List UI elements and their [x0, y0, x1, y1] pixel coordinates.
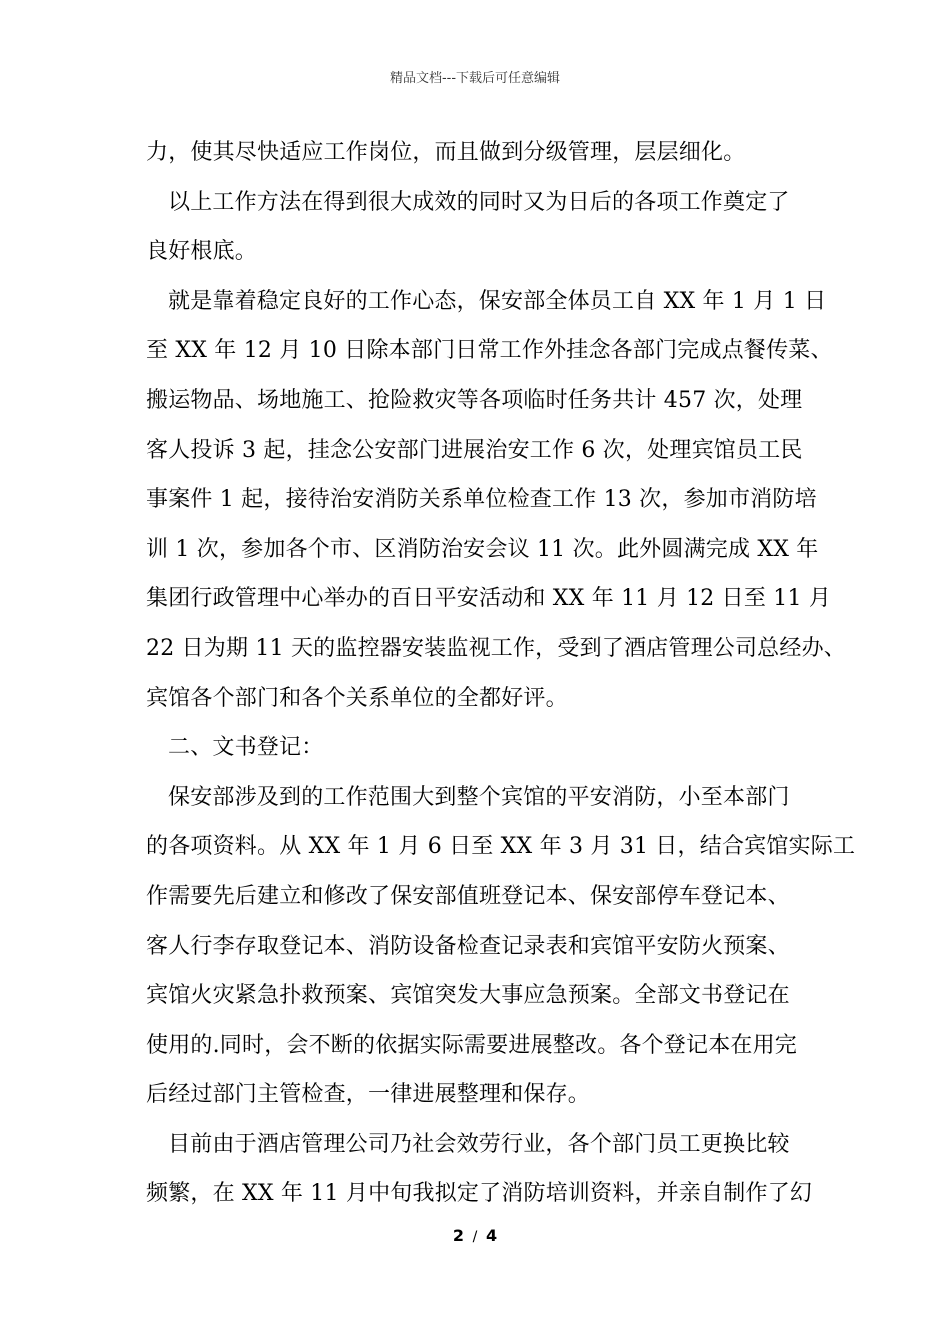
text-line: 作需要先后建立和修改了保安部值班登记本、保安部停车登记本、 — [146, 883, 790, 909]
text-line: 以上工作方法在得到很大成效的同时又为日后的各项工作奠定了 — [168, 189, 790, 215]
text-line: 宾馆各个部门和各个关系单位的全都好评。 — [146, 685, 568, 711]
text-line: 22 日为期 11 天的监控器安装监视工作，受到了酒店管理公司总经办、 — [146, 635, 846, 661]
text-line: 事案件 1 起，接待治安消防关系单位检查工作 13 次，参加市消防培 — [146, 487, 817, 513]
text-line: 力，使其尽快适应工作岗位，而且做到分级管理，层层细化。 — [146, 140, 746, 165]
page-header: 精品文档---下载后可任意编辑 — [389, 71, 561, 86]
text-line: 搬运物品、场地施工、抢险救灾等各项临时任务共计 457 次，处理 — [146, 387, 803, 413]
text-line: 客人行李存取登记本、消防设备检查记录表和宾馆平安防火预案、 — [146, 933, 790, 959]
page-number — [0, 1226, 950, 1245]
page-number-separator: / — [472, 1229, 478, 1245]
text-line: 后经过部门主管检查，一律进展整理和保存。 — [146, 1082, 591, 1108]
text-line: 使用的.同时，会不断的依据实际需要进展整改。各个登记本在用完 — [146, 1032, 797, 1058]
text-line: 宾馆火灾紧急扑救预案、宾馆突发大事应急预案。全部文书登记在 — [146, 983, 790, 1009]
page-number-current: 2 — [452, 1226, 465, 1245]
page-number-total: 4 — [485, 1226, 498, 1245]
text-line: 训 1 次，参加各个市、区消防治安会议 11 次。此外圆满完成 XX 年 — [146, 536, 819, 562]
text-line: 频繁，在 XX 年 11 月中旬我拟定了消防培训资料，并亲自制作了幻 — [146, 1181, 813, 1207]
text-line: 目前由于酒店管理公司乃社会效劳行业，各个部门员工更换比较 — [168, 1131, 790, 1157]
text-line: 至 XX 年 12 月 10 日除本部门日常工作外挂念各部门完成点餐传菜、 — [146, 338, 833, 364]
text-line: 二、文书登记： — [168, 735, 324, 761]
text-line: 集团行政管理中心举办的百日平安活动和 XX 年 11 月 12 日至 11 月 — [146, 586, 832, 612]
text-line: 保安部涉及到的工作范围大到整个宾馆的平安消防，小至本部门 — [168, 784, 790, 810]
text-line: 良好根底。 — [146, 239, 258, 265]
document-body — [146, 128, 856, 1219]
text-line: 就是靠着稳定良好的工作心态，保安部全体员工自 XX 年 1 月 1 日 — [168, 288, 827, 314]
text-line: 客人投诉 3 起，挂念公安部门进展治安工作 6 次，处理宾馆员工民 — [146, 437, 803, 463]
text-line: 的各项资料。从 XX 年 1 月 6 日至 XX 年 3 月 31 日，结合宾馆实际工 — [146, 834, 856, 860]
